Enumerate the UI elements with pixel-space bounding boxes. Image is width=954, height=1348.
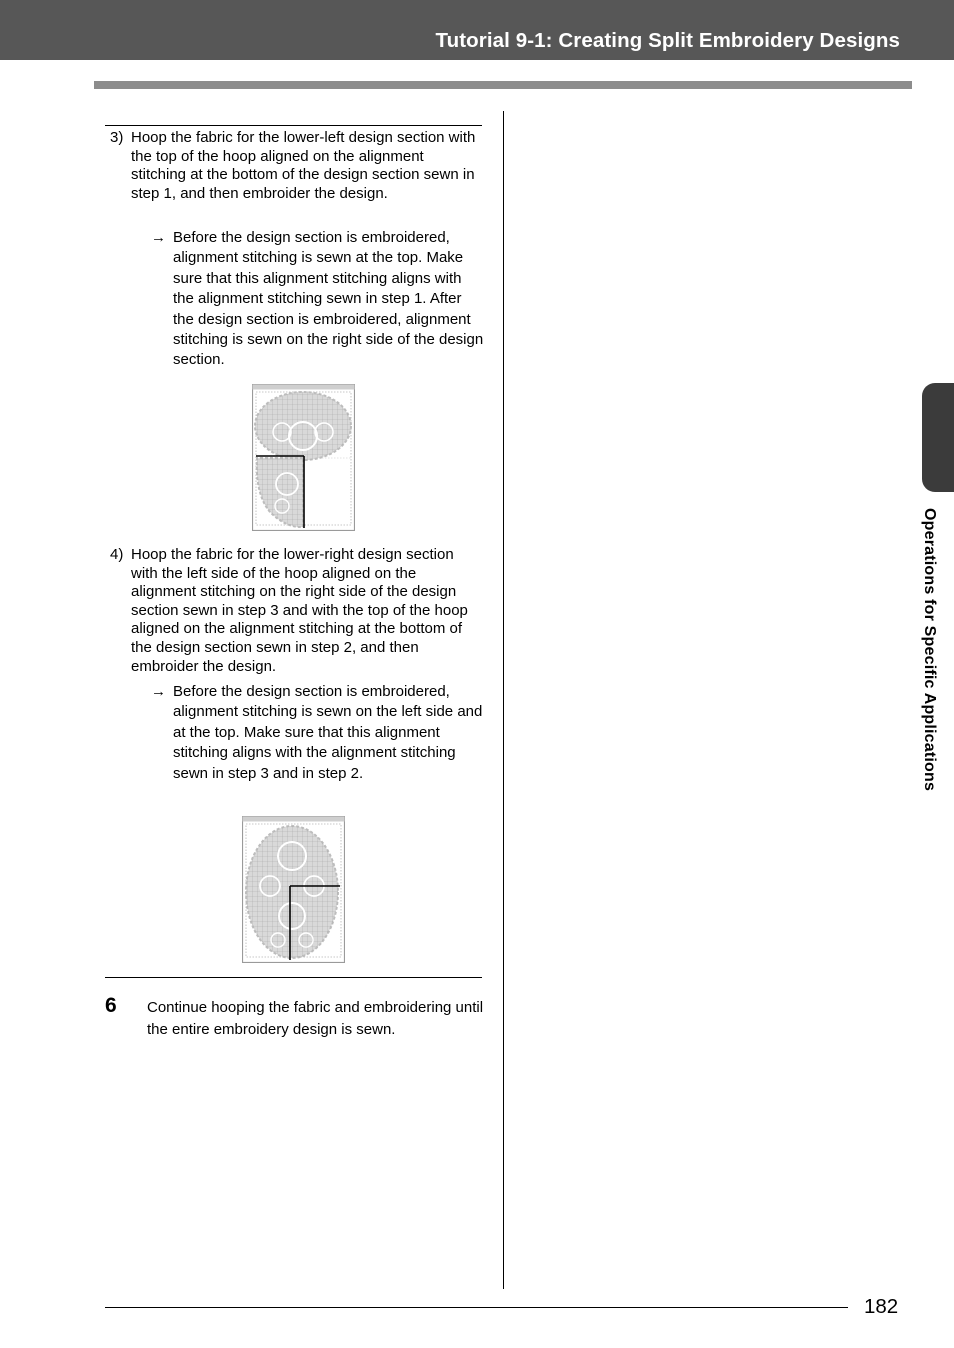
step-4-text: Hoop the fabric for the lower-right design section with the left side of the hoop aligned on the alignment stitching on the right side of the design section sewn in step 3 and with the top of the hoop aligned on the alignment stitching at the bottom of the design section sewn in step 2, and then embroider the design. — [131, 546, 468, 675]
lace-doily-upper — [255, 392, 351, 460]
step-6-number: 6 — [105, 994, 117, 1017]
figure-lower-left-section — [252, 384, 355, 531]
column-divider — [503, 111, 504, 1289]
chapter-side-label: Operations for Specific Applications — [921, 508, 938, 792]
page-number: 182 — [864, 1295, 899, 1318]
step-4 — [110, 546, 482, 676]
step-3 — [110, 129, 482, 203]
step-6-text: Continue hooping the fabric and embroidering until the entire embroidery design is sewn. — [147, 999, 484, 1039]
arrow-icon: → — [151, 683, 166, 700]
step-3-text: Hoop the fabric for the lower-left design section with the top of the hoop aligned on the alignment stitching at the bottom of the design section sewn in step 1, and then embroider the design. — [131, 129, 476, 202]
chapter-side-tab — [922, 383, 954, 492]
step-3-note — [151, 228, 486, 371]
figure-lower-right-section — [242, 816, 345, 963]
step-4-note — [151, 682, 486, 784]
header-rule — [94, 81, 912, 89]
step-3-number: 3) — [110, 129, 124, 146]
section-top-rule — [105, 125, 482, 126]
step-4-note-text: Before the design section is embroidered, alignment stitching is sewn on the left side and at the top. Make sure that this alignment stitching aligns with the alignment stitching sewn in step 3 and in step 2. — [173, 683, 483, 782]
step-4-number: 4) — [110, 546, 124, 563]
footer-rule — [105, 1307, 848, 1308]
header-bar — [0, 0, 954, 60]
arrow-icon: → — [151, 229, 166, 246]
step-3-note-text: Before the design section is embroidered, alignment stitching is sewn at the top. Make sure that this alignment stitching aligns with the alignment stitching sewn in step 1. After the design section is embroidered, alignment stitching is sewn on the right side of the design section. — [173, 229, 484, 369]
section-bottom-rule — [105, 977, 482, 978]
lace-doily-full — [246, 826, 338, 958]
page-title: Tutorial 9-1: Creating Split Embroidery Designs — [435, 29, 900, 52]
